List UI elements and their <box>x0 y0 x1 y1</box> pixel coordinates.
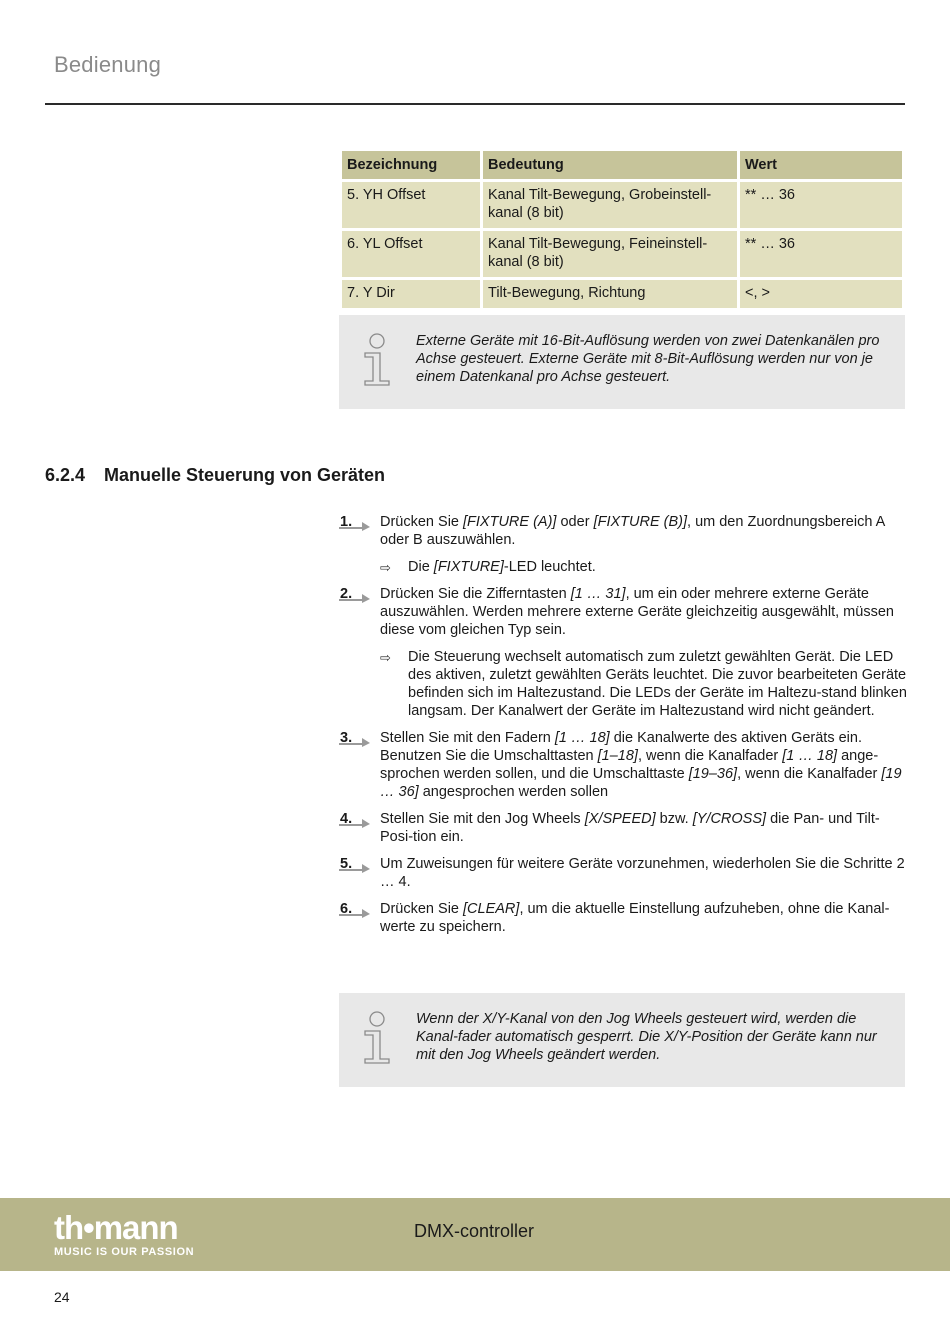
step-number: 4. <box>339 810 371 828</box>
info-icon <box>361 1011 393 1065</box>
table-header-cell: Wert <box>740 151 902 179</box>
step-text: Stellen Sie mit den Fadern [1 … 18] die Kanalwerte des aktiven Geräts ein. Benutzen Sie die Umschalttasten [1–18], wenn die Kanalfader [1 … 18] ange-sprochen werden sollen, und die Umschalttaste [19–36], wenn die Kanalfader [19 … 36] angesprochen werden sollen <box>380 730 902 800</box>
note-text: Wenn der X/Y-Kanal von den Jog Wheels gesteuert wird, werden die Kanal-fader automatisch gesperrt. Die X/Y-Position der Geräte kann nur mit den Jog Wheels geändert werden. <box>416 1011 877 1063</box>
step-number: 1. <box>339 513 371 531</box>
step-number: 3. <box>339 729 371 747</box>
table-row <box>342 231 902 277</box>
list-item <box>339 810 909 846</box>
logo-tagline: MUSIC IS OUR PASSION <box>54 1246 195 1258</box>
info-icon <box>361 333 393 387</box>
result-arrow-icon: ⇨ <box>380 560 391 575</box>
document-title: DMX-controller <box>414 1221 535 1241</box>
table-row <box>342 182 902 228</box>
step-arrow-icon <box>339 591 371 603</box>
header-title: Bedienung <box>54 52 162 77</box>
parameter-table <box>339 148 905 311</box>
section-title: Manuelle Steuerung von Geräten <box>104 465 386 485</box>
table-cell: ** … 36 <box>740 182 902 228</box>
step-result: ⇨ Die [FIXTURE]-LED leuchtet. <box>380 559 596 575</box>
table-cell: Tilt-Bewegung, Richtung <box>483 280 737 308</box>
table-header-cell: Bezeichnung <box>342 151 480 179</box>
result-arrow-icon: ⇨ <box>380 650 391 665</box>
note-text: Externe Geräte mit 16-Bit-Auflösung werden von zwei Datenkanälen pro Achse gesteuert. Externe Geräte mit 8-Bit-Auflösung werden nur von je einem Datenkanal pro Achse gesteuert. <box>416 333 880 385</box>
list-item <box>339 585 909 720</box>
list-item <box>339 729 909 801</box>
step-arrow-icon <box>339 519 371 531</box>
table-cell: 6. YL Offset <box>342 231 480 277</box>
step-arrow-icon <box>339 906 371 918</box>
step-text: Stellen Sie mit den Jog Wheels [X/SPEED] bzw. [Y/CROSS] die Pan- und Tilt-Posi-tion ein. <box>380 811 880 845</box>
table-cell: ** … 36 <box>740 231 902 277</box>
table-cell: 5. YH Offset <box>342 182 480 228</box>
step-arrow-icon <box>339 816 371 828</box>
list-item <box>339 513 909 576</box>
step-text: Drücken Sie [FIXTURE (A)] oder [FIXTURE (B)], um den Zuordnungsbereich A oder B auszuwählen. <box>380 514 885 548</box>
info-note <box>339 993 905 1087</box>
step-result: ⇨ Die Steuerung wechselt automatisch zum zuletzt gewählten Gerät. Die LED des aktiven, zuletzt gewählten Geräts leuchtet. Die zuvor bearbeiteten Geräte befinden sich im Haltezustand. Die LEDs der Geräte im Haltezu-stand blinken langsam. Der Kanalwert der Geräte im Haltezustand wird nicht geändert. <box>380 649 907 719</box>
list-item <box>339 900 909 936</box>
table-cell: <, > <box>740 280 902 308</box>
section-heading <box>45 465 385 486</box>
step-arrow-icon <box>339 861 371 873</box>
step-number: 2. <box>339 585 371 603</box>
table-row <box>342 280 902 308</box>
header-divider <box>45 103 905 105</box>
info-note <box>339 315 905 409</box>
logo-wordmark: th•mann <box>54 1209 178 1246</box>
step-text: Drücken Sie die Zifferntasten [1 … 31], um ein oder mehrere externe Geräte auszuwählen. Werden mehrere externe Geräte gleichzeitig ausgewählt, müssen diese vom gleichen Typ sein. <box>380 586 894 638</box>
list-item <box>339 855 909 891</box>
step-number: 5. <box>339 855 371 873</box>
step-text: Drücken Sie [CLEAR], um die aktuelle Einstellung aufzuheben, ohne die Kanal-werte zu speichern. <box>380 901 890 935</box>
table-header-cell: Bedeutung <box>483 151 737 179</box>
table-header-row <box>342 151 902 179</box>
table-cell: 7. Y Dir <box>342 280 480 308</box>
table-cell: Kanal Tilt-Bewegung, Feineinstell- kanal (8 bit) <box>483 231 737 277</box>
step-text: Um Zuweisungen für weitere Geräte vorzunehmen, wiederholen Sie die Schritte 2 … 4. <box>380 856 905 890</box>
step-number: 6. <box>339 900 371 918</box>
brand-logo <box>54 1210 194 1258</box>
step-list <box>339 513 909 945</box>
page-number: 24 <box>54 1289 70 1305</box>
table-cell: Kanal Tilt-Bewegung, Grobeinstell- kanal (8 bit) <box>483 182 737 228</box>
step-arrow-icon <box>339 735 371 747</box>
section-number: 6.2.4 <box>45 465 86 485</box>
